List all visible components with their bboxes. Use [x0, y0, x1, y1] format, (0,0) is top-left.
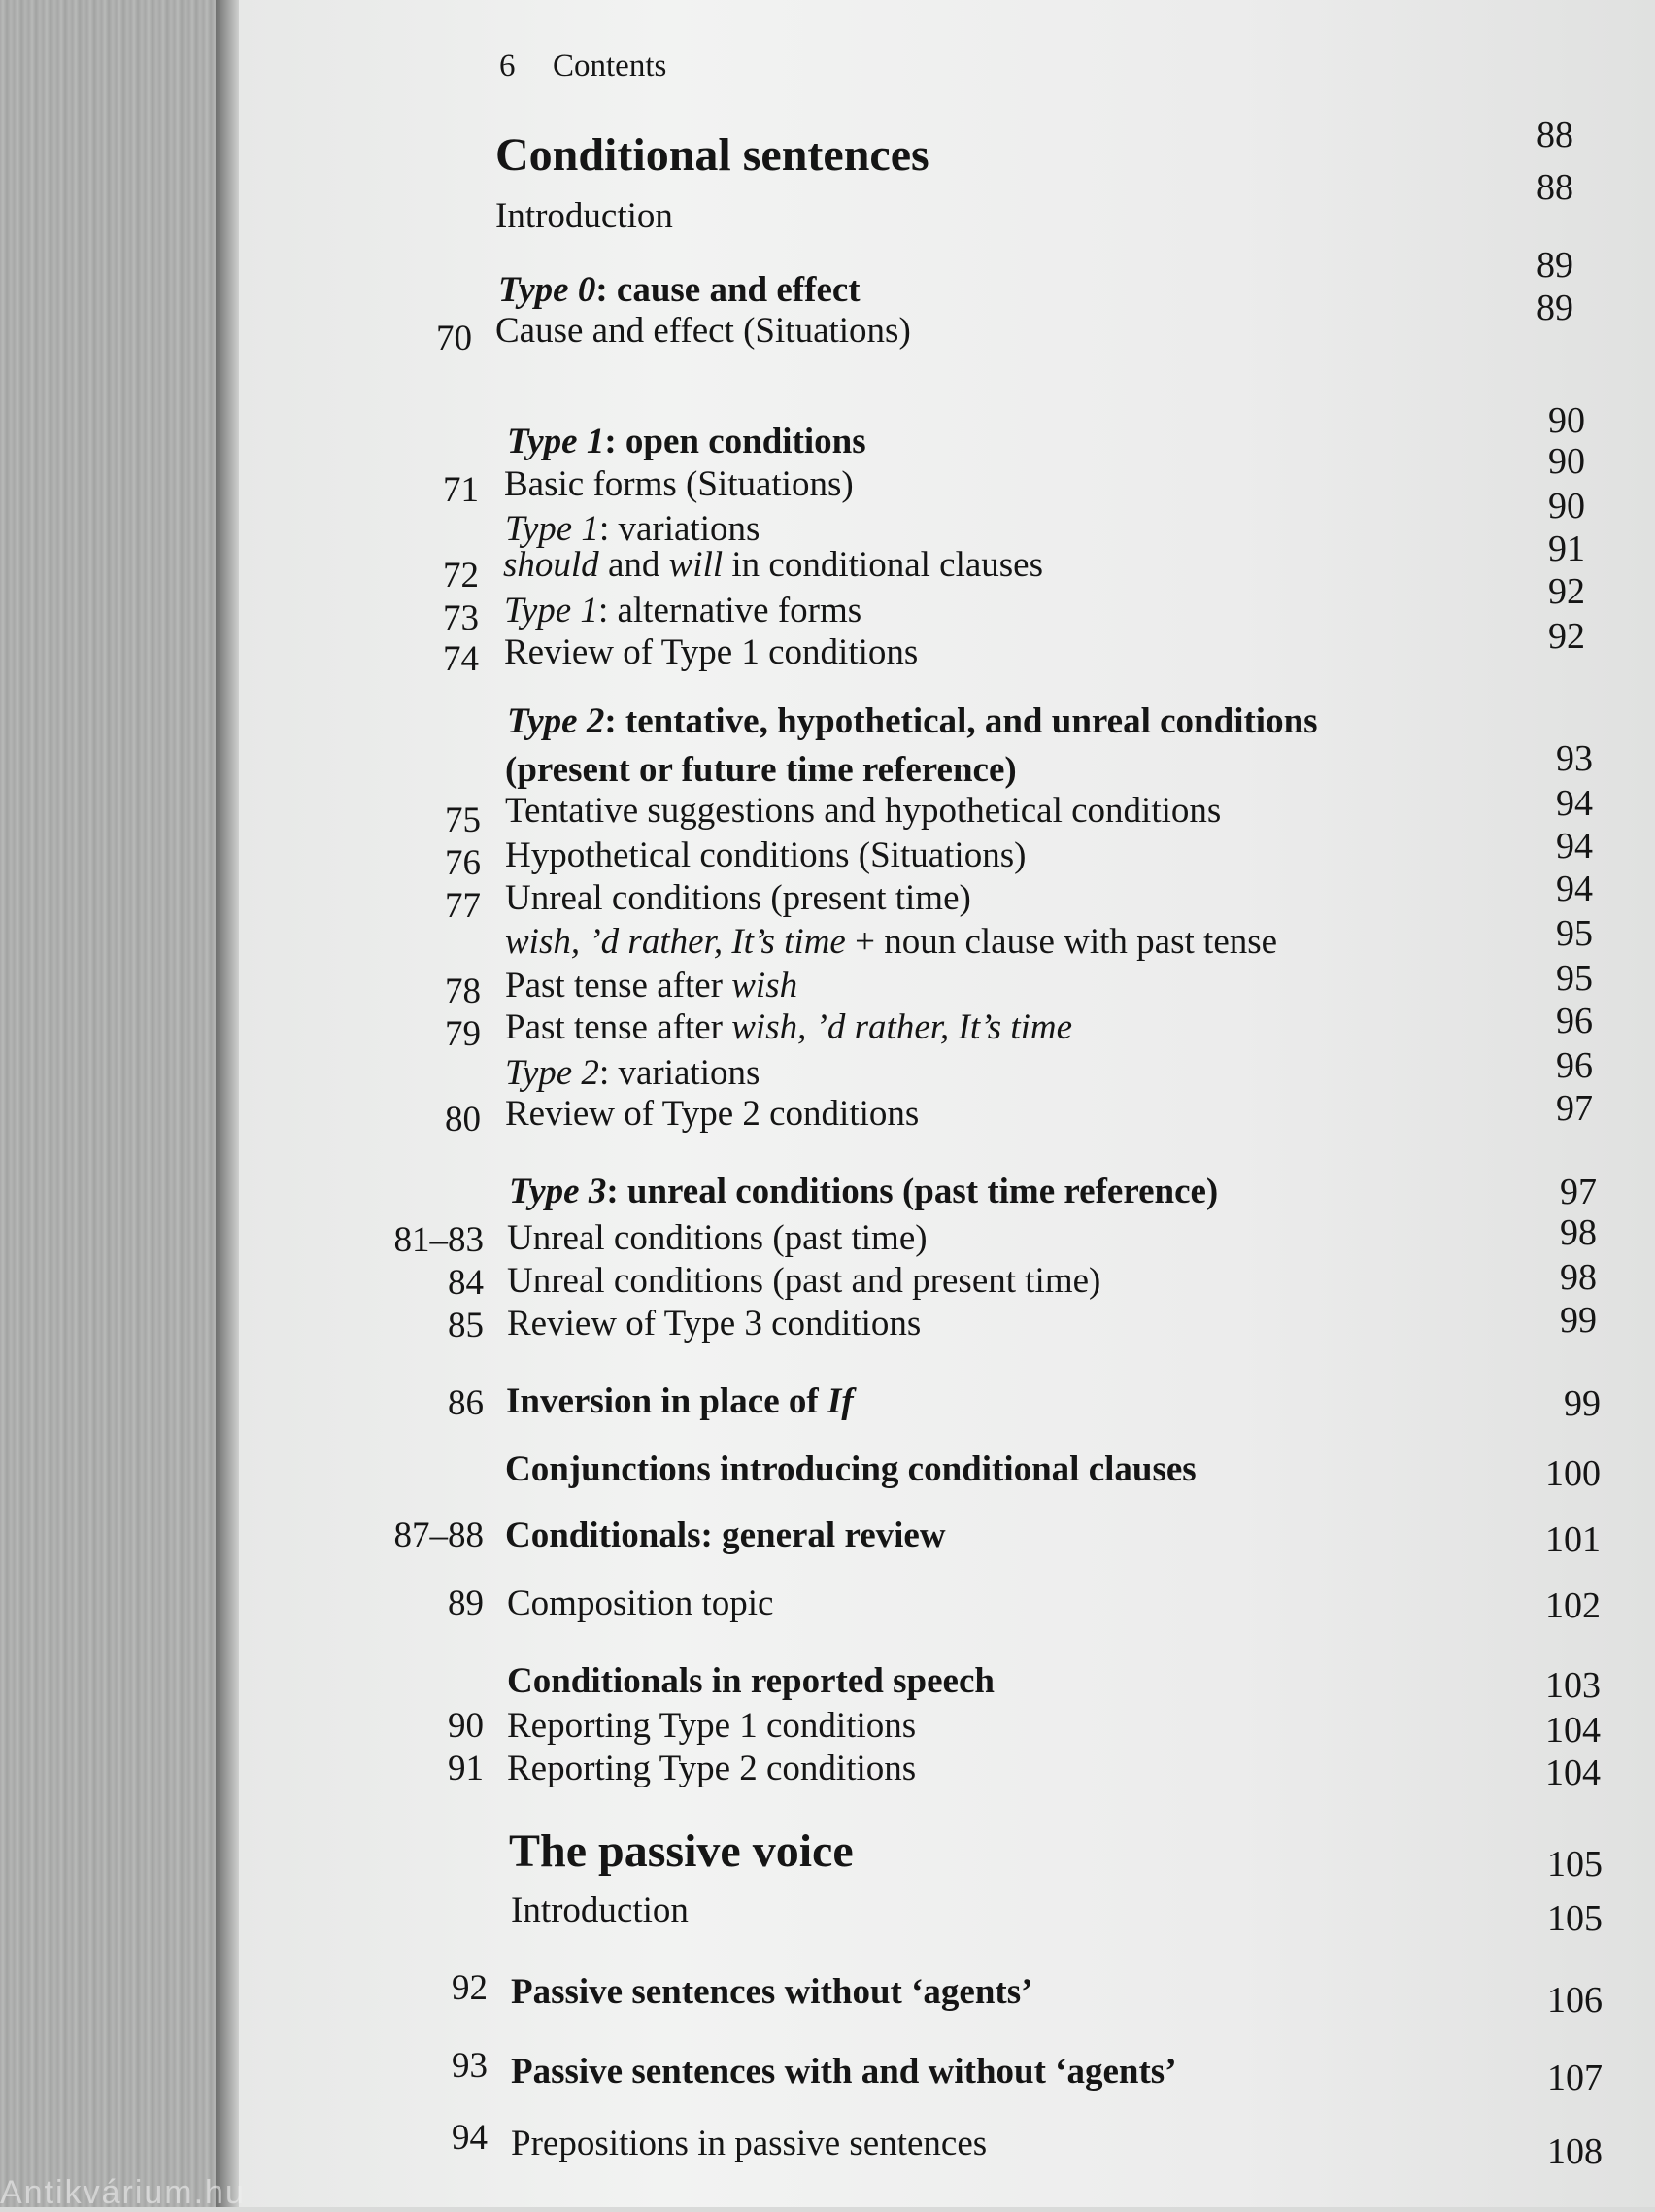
toc-entry-wish: [505, 924, 1277, 960]
toc-entry: Reporting Type 2 conditions: [507, 1749, 917, 1788]
unit-number: 76: [445, 843, 481, 883]
subheading-prefix: Type 0: [498, 270, 596, 310]
unit-number: 81–83: [393, 1220, 484, 1260]
subheading-prefix: Type 1: [507, 422, 605, 461]
book-gutter-shadow: [0, 0, 221, 2207]
toc-entry-reported-speech: Conditionals in reported speech: [507, 1661, 995, 1701]
entry-text: Past tense after: [505, 1007, 732, 1047]
page-ref: 96: [1556, 1045, 1593, 1086]
page-ref: 92: [1548, 571, 1585, 612]
entry-italic: wish, ’d rather, It’s time: [505, 922, 846, 962]
toc-entry: Reporting Type 1 conditions: [507, 1706, 917, 1746]
page-ref: 104: [1545, 1753, 1601, 1793]
unit-number: 85: [448, 1306, 484, 1345]
toc-entry: Basic forms (Situations): [504, 464, 854, 504]
page-ref: 101: [1545, 1519, 1601, 1560]
page-ref: 88: [1537, 167, 1573, 208]
page-ref: 107: [1547, 2058, 1603, 2098]
page-ref: 88: [1537, 115, 1573, 155]
page-ref: 94: [1556, 868, 1593, 909]
page-ref: 89: [1537, 245, 1573, 286]
subheading-type-2: [507, 703, 1318, 739]
page-ref: 104: [1545, 1710, 1601, 1751]
page-ref: 90: [1548, 441, 1585, 482]
page-ref: 89: [1537, 288, 1573, 328]
toc-entry: [505, 968, 797, 1004]
toc-entry: Prepositions in passive sentences: [511, 2124, 988, 2163]
toc-entry: Cause and effect (Situations): [495, 311, 911, 351]
toc-entry: Tentative suggestions and hypothetical conditions: [505, 791, 1222, 831]
entry-prefix: Type 1: [504, 591, 598, 630]
toc-entry-conjunctions: Conjunctions introducing conditional clauses: [505, 1449, 1197, 1489]
section-title-passive-voice: The passive voice: [509, 1825, 854, 1877]
watermark: Antikvárium.hu: [0, 2174, 246, 2211]
subheading-rest: : cause and effect: [595, 270, 861, 310]
toc-entry: [503, 547, 1043, 583]
toc-entry-inversion: [506, 1383, 854, 1419]
subheading-type-2-line2: (present or future time reference): [505, 750, 1017, 790]
running-header-page-number: 6: [499, 49, 516, 84]
entry-rest: : variations: [598, 1053, 760, 1093]
page-ref: 93: [1556, 738, 1593, 779]
entry-rest: : variations: [598, 509, 760, 549]
unit-number: 79: [445, 1014, 481, 1054]
page-ref: 90: [1548, 486, 1585, 527]
toc-entry: [505, 1009, 1072, 1045]
unit-number: 84: [448, 1263, 484, 1303]
page-ref: 105: [1547, 1898, 1603, 1939]
entry-italic: will: [668, 545, 724, 585]
subheading-rest: : unreal conditions (past time reference): [606, 1172, 1219, 1211]
entry-italic: If: [827, 1381, 854, 1421]
section-title-conditional-sentences: Conditional sentences: [495, 129, 929, 181]
toc-entry-passive-with-without-agents: Passive sentences with and without ‘agents’: [511, 2052, 1177, 2092]
subheading-type-1: [507, 424, 866, 459]
unit-number: 90: [448, 1706, 484, 1746]
entry-text: and: [598, 545, 669, 585]
page-ref: 106: [1547, 1980, 1603, 2021]
unit-number: 87–88: [393, 1515, 484, 1555]
entry-text: + noun clause with past tense: [845, 922, 1278, 962]
subheading-rest: : tentative, hypothetical, and unreal conditions: [604, 701, 1318, 741]
toc-entry: Review of Type 2 conditions: [505, 1094, 920, 1134]
page-ref: 103: [1545, 1665, 1601, 1706]
page-ref: 95: [1556, 958, 1593, 999]
entry-italic: should: [503, 545, 599, 585]
page-ref: 94: [1556, 783, 1593, 824]
unit-number: 80: [445, 1100, 481, 1140]
page-ref: 105: [1547, 1844, 1603, 1885]
entry-prefix: Type 1: [505, 509, 599, 549]
entry-text: Inversion in place of: [506, 1381, 828, 1421]
toc-entry-variations: [505, 1055, 760, 1091]
running-header-title: Contents: [553, 49, 667, 84]
unit-number: 89: [448, 1583, 484, 1623]
subheading-prefix: Type 2: [507, 701, 605, 741]
page-ref: 91: [1548, 528, 1585, 569]
unit-number: 75: [445, 800, 481, 840]
subheading-prefix: Type 3: [509, 1172, 607, 1211]
page-ref: 97: [1556, 1088, 1593, 1129]
page-ref: 99: [1560, 1300, 1597, 1341]
subheading-type-0: [498, 272, 861, 308]
toc-entry: Hypothetical conditions (Situations): [505, 835, 1027, 875]
page-ref: 99: [1564, 1383, 1601, 1424]
page-ref: 100: [1545, 1453, 1601, 1494]
entry-italic: wish: [731, 966, 798, 1005]
subheading-type-3: [509, 1174, 1218, 1209]
entry-text: in conditional clauses: [723, 545, 1043, 585]
unit-number: 92: [452, 1968, 488, 2008]
page-ref: 98: [1560, 1257, 1597, 1298]
unit-number: 94: [452, 2118, 488, 2158]
toc-entry: [504, 593, 861, 629]
page-ref: 96: [1556, 1001, 1593, 1041]
entry-text: Past tense after: [505, 966, 732, 1005]
unit-number: 86: [448, 1383, 484, 1423]
toc-entry: Unreal conditions (past time): [507, 1218, 928, 1258]
page-ref: 108: [1547, 2131, 1603, 2172]
unit-number: 91: [448, 1749, 484, 1788]
unit-number: 74: [443, 639, 479, 679]
entry-prefix: Type 2: [505, 1053, 599, 1093]
subheading-rest: : open conditions: [604, 422, 866, 461]
toc-entry: Unreal conditions (past and present time): [507, 1261, 1101, 1301]
entry-italic: wish, ’d rather, It’s time: [731, 1007, 1073, 1047]
page-ref: 94: [1556, 826, 1593, 867]
unit-number: 72: [443, 556, 479, 596]
page-ref: 97: [1560, 1172, 1597, 1212]
page-ref: 95: [1556, 913, 1593, 954]
page-ref: 98: [1560, 1212, 1597, 1253]
toc-entry-variations: [505, 511, 760, 547]
unit-number: 78: [445, 971, 481, 1011]
page-ref: 90: [1548, 400, 1585, 441]
unit-number: 77: [445, 886, 481, 926]
page-edge: [216, 0, 239, 2207]
unit-number: 73: [443, 598, 479, 638]
unit-number: 93: [452, 2046, 488, 2086]
toc-entry-general-review: Conditionals: general review: [505, 1515, 946, 1555]
toc-entry: Composition topic: [507, 1583, 774, 1623]
toc-entry: Review of Type 1 conditions: [504, 632, 919, 672]
toc-entry-introduction: Introduction: [511, 1890, 689, 1930]
toc-entry-introduction: Introduction: [495, 196, 673, 236]
toc-entry-passive-without-agents: Passive sentences without ‘agents’: [511, 1972, 1033, 2012]
toc-entry: Unreal conditions (present time): [505, 878, 971, 918]
toc-entry: Review of Type 3 conditions: [507, 1304, 922, 1344]
page-ref: 102: [1545, 1585, 1601, 1626]
unit-number: 71: [443, 470, 479, 510]
page-ref: 92: [1548, 616, 1585, 657]
entry-rest: : alternative forms: [597, 591, 862, 630]
unit-number: 70: [436, 319, 472, 358]
